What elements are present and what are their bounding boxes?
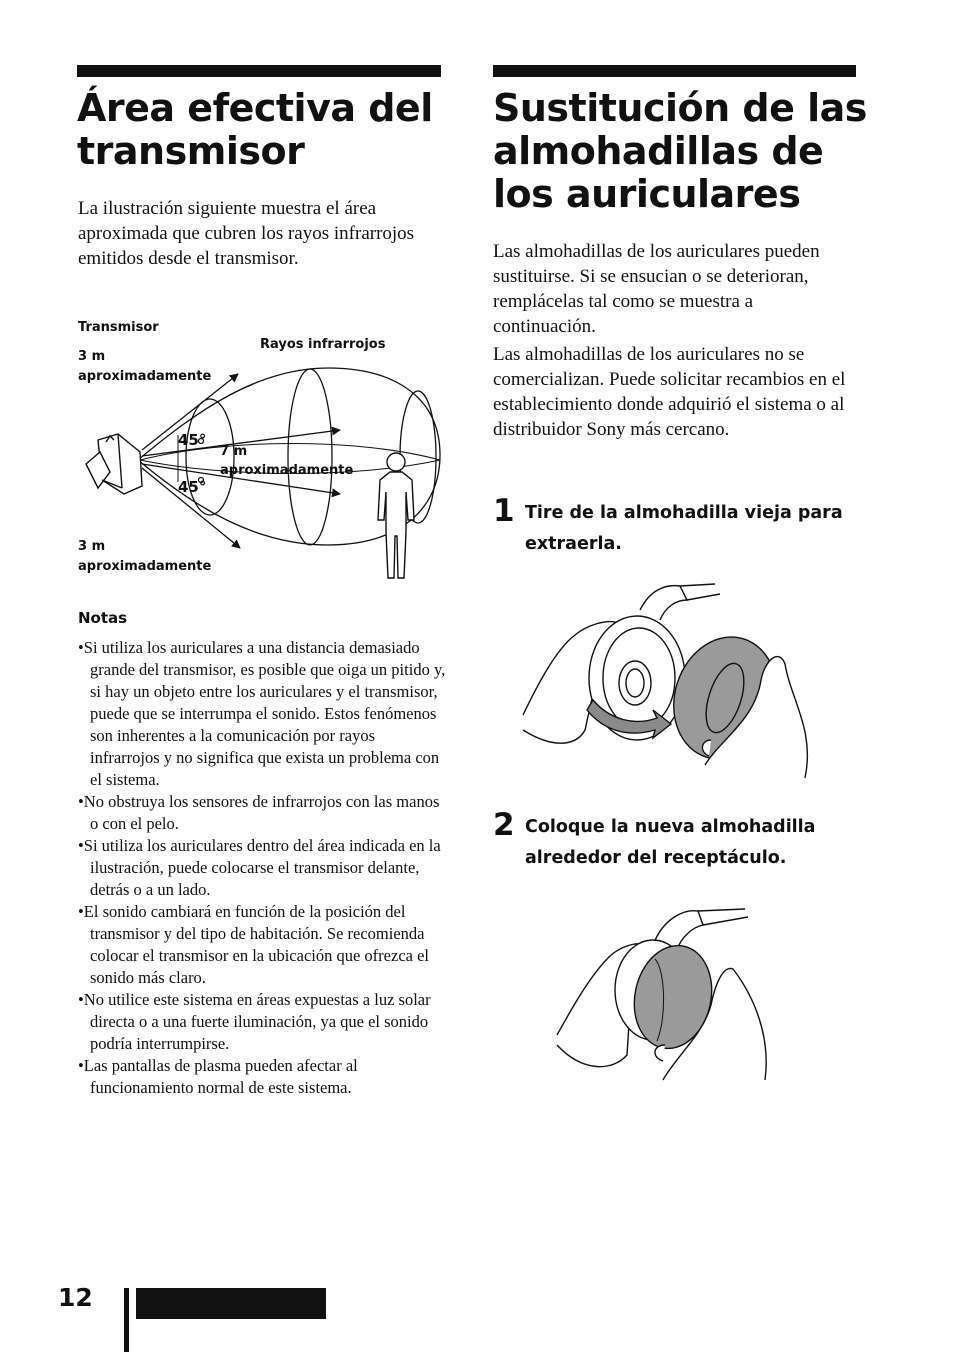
step-2-number: 2 [493,807,515,843]
label-mid-approx: aproximadamente [220,463,354,478]
step-1-text: Tire de la almohadilla vieja para extraerla. [525,503,843,554]
label-angle-top: 45° [178,431,207,449]
note-item: • Si utiliza los auriculares dentro del área indicada en la ilustración, puede colocarse el transmisor delante, detrás o a un lado. [78,835,448,901]
right-para-2: Las almohadillas de los auriculares no se comercializan. Puede solicitar recambios en el establecimiento donde adquirió el sistema o al distribuidor Sony más cercano. [493,344,846,440]
label-angle-bottom: 45° [178,478,207,496]
note-item: • Si utiliza los auriculares a una distancia demasiado grande del transmisor, es posible que oiga un pitido y, si hay un objeto entre los auriculares y el transmisor, puede que se interrumpa el sonido. Estos fenómenos son inherentes a la comunicación por rayos infrarrojos y no significa que exista un problema con el sistema. [78,637,448,791]
step-2-text: Coloque la nueva almohadilla alrededor del receptáculo. [525,817,816,868]
left-heading-rule [77,65,441,77]
right-heading-rule [493,65,856,77]
right-heading-line-3: los auriculares [493,172,801,216]
page-number: 12 [58,1283,93,1312]
coverage-drawing [78,360,448,585]
right-heading-line-1: Sustitución de las [493,86,867,130]
right-para-1: Las almohadillas de los auriculares pueden sustituirse. Si se ensucian o se deterioran, remplácelas tal como se muestra a continuación. [493,241,820,337]
arrow-lower-mid [142,464,340,494]
label-mid-distance: 7 m [220,444,248,459]
left-intro: La ilustración siguiente muestra el área aproximada que cubren los rayos infrarrojos emitidos desde el transmisor. [78,198,415,269]
right-heading [493,87,873,216]
right-heading-line-2: almohadillas de [493,129,824,173]
left-heading [77,87,447,173]
left-heading-line-2: transmisor [77,129,305,173]
section-ellipse-1 [186,399,234,515]
remove-pad-illustration [515,580,815,780]
label-bottom-distance: 3 m [78,539,106,554]
section-ellipse-2 [288,369,332,545]
left-heading-line-1: Área efectiva del [77,86,433,130]
label-top-distance: 3 m [78,349,106,364]
label-rays: Rayos infrarrojos [260,337,386,352]
note-item: • No obstruya los sensores de infrarrojos con las manos o con el pelo. [78,791,448,835]
note-item: • El sonido cambiará en función de la posición del transmisor y del tipo de habitación. Se recomienda colocar el transmisor en la ubicación que ofrezca el sonido más claro. [78,901,448,989]
arrow-top [142,374,238,450]
section-tab [136,1288,326,1319]
note-item: • No utilice este sistema en áreas expuestas a luz solar directa o a una fuerte iluminación, ya que el sonido podría interrumpirse. [78,989,448,1055]
transmitter-icon [86,434,142,494]
notes-title: Notas [78,609,128,627]
label-top-approx: aproximadamente [78,369,212,384]
step-1-number: 1 [493,493,515,529]
notes-list [78,637,448,1099]
page-divider-bar [124,1288,129,1352]
note-item: • Las pantallas de plasma pueden afectar al funcionamiento normal de este sistema. [78,1055,448,1099]
label-transmitter: Transmisor [78,320,159,335]
attach-pad-illustration [553,905,773,1085]
person-icon [378,453,414,578]
label-bottom-approx: aproximadamente [78,559,212,574]
arrow-bottom [142,468,240,548]
